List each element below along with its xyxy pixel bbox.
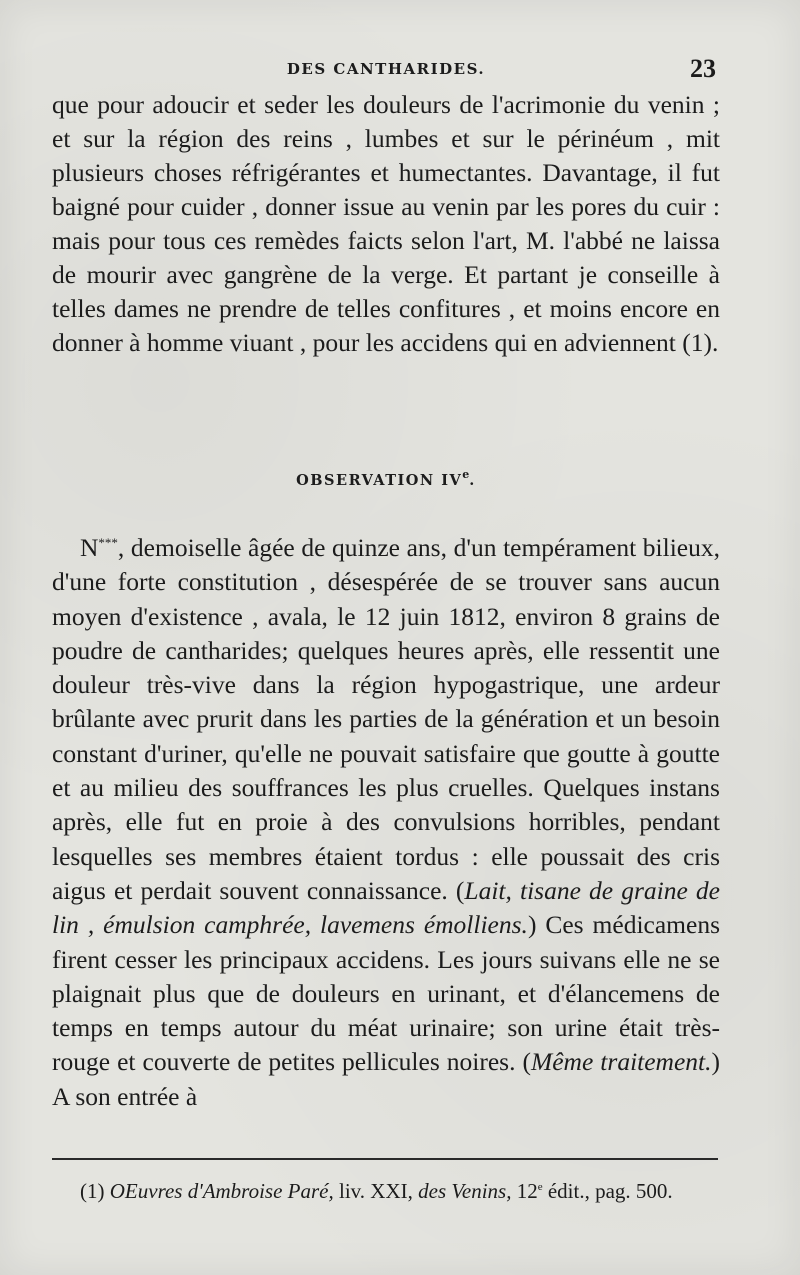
footnote-italic-work: OEuvres d'Ambroise Paré, <box>109 1179 334 1203</box>
observation-paragraph <box>52 526 720 1114</box>
observation-heading-superscript: e <box>462 468 470 481</box>
paragraph-2-italic-same-treatment: Même traitement. <box>530 1047 712 1077</box>
running-head <box>52 54 720 83</box>
paragraph-2-text <box>52 526 720 1114</box>
footnote <box>52 1172 720 1207</box>
paragraph-2-subject: N <box>80 533 99 562</box>
observation-heading <box>52 468 720 489</box>
paragraph-continuation <box>52 88 720 360</box>
page-number: 23 <box>690 54 716 83</box>
paragraph-2-body-b: ) Ces médicamens firent cesser les principaux accidens. Les jours suivans elle ne se plaignait plus que de douleurs en urinant, et d'élancemens de temps en temps autour du méat urinaire; son urine était très-rouge et couverte de petites pellicules noires. ( <box>52 910 720 1077</box>
paragraph-2-subject-sup: *** <box>98 535 118 550</box>
footnote-italic-chapter: des Venins, <box>412 1179 512 1203</box>
footnote-page: édit., pag. 500. <box>542 1179 673 1203</box>
footnote-rule <box>52 1158 718 1160</box>
paragraph-2-body-c: ) A son entrée à <box>52 1047 720 1111</box>
footnote-book: liv. XXI, <box>333 1179 413 1203</box>
observation-heading-label: OBSERVATION IV <box>296 472 463 489</box>
observation-heading-trailing: . <box>469 472 476 489</box>
paragraph-1-text: que pour adoucir et seder les douleurs de l'acrimonie du venin ; et sur la région des reins , lumbes et sur le périnéum , mit plusieurs choses réfrigérantes et humectantes. Davantage, il fut baigné pour cuider , donner issue au venin par les pores du cuir : mais pour tous ces remèdes faicts selon l'art, M. l'abbé ne laissa de mourir avec gangrène de la verge. Et partant je conseille à telles dames ne prendre de telles confitures , et moins encore en donner à homme viuant , pour les accidens qui en adviennent (1). <box>52 90 720 357</box>
paragraph-2-body-a: , demoiselle âgée de quinze ans, d'un tempérament bilieux, d'une forte constitution , désespérée de se trouver sans aucun moyen d'existence , avala, le 12 juin 1812, environ 8 grains de poudre de cantharides; quelques heures après, elle ressentit une douleur très-vive dans la région hypogastrique, une ardeur brûlante avec prurit dans les parties de la génération et un besoin constant d'uriner, qu'elle ne pouvait satisfaire que goutte à goutte et au milieu des souffrances les plus cruelles. Quelques instans après, elle fut en proie à des convulsions horribles, pendant lesquelles ses membres étaient tordus : elle poussait des cris aigus et perdait souvent connaissance. ( <box>52 533 720 905</box>
footnote-marker: (1) <box>80 1179 105 1203</box>
running-title: DES CANTHARIDES. <box>286 60 486 78</box>
footnote-edition: 12 <box>511 1179 538 1203</box>
paragraph-2-italic-treatment: Lait, tisane de graine de lin , émulsion camphrée, lavemens émolliens. <box>52 875 720 940</box>
footnote-text <box>52 1172 720 1207</box>
footnote-edition-sup: e <box>537 1181 543 1193</box>
